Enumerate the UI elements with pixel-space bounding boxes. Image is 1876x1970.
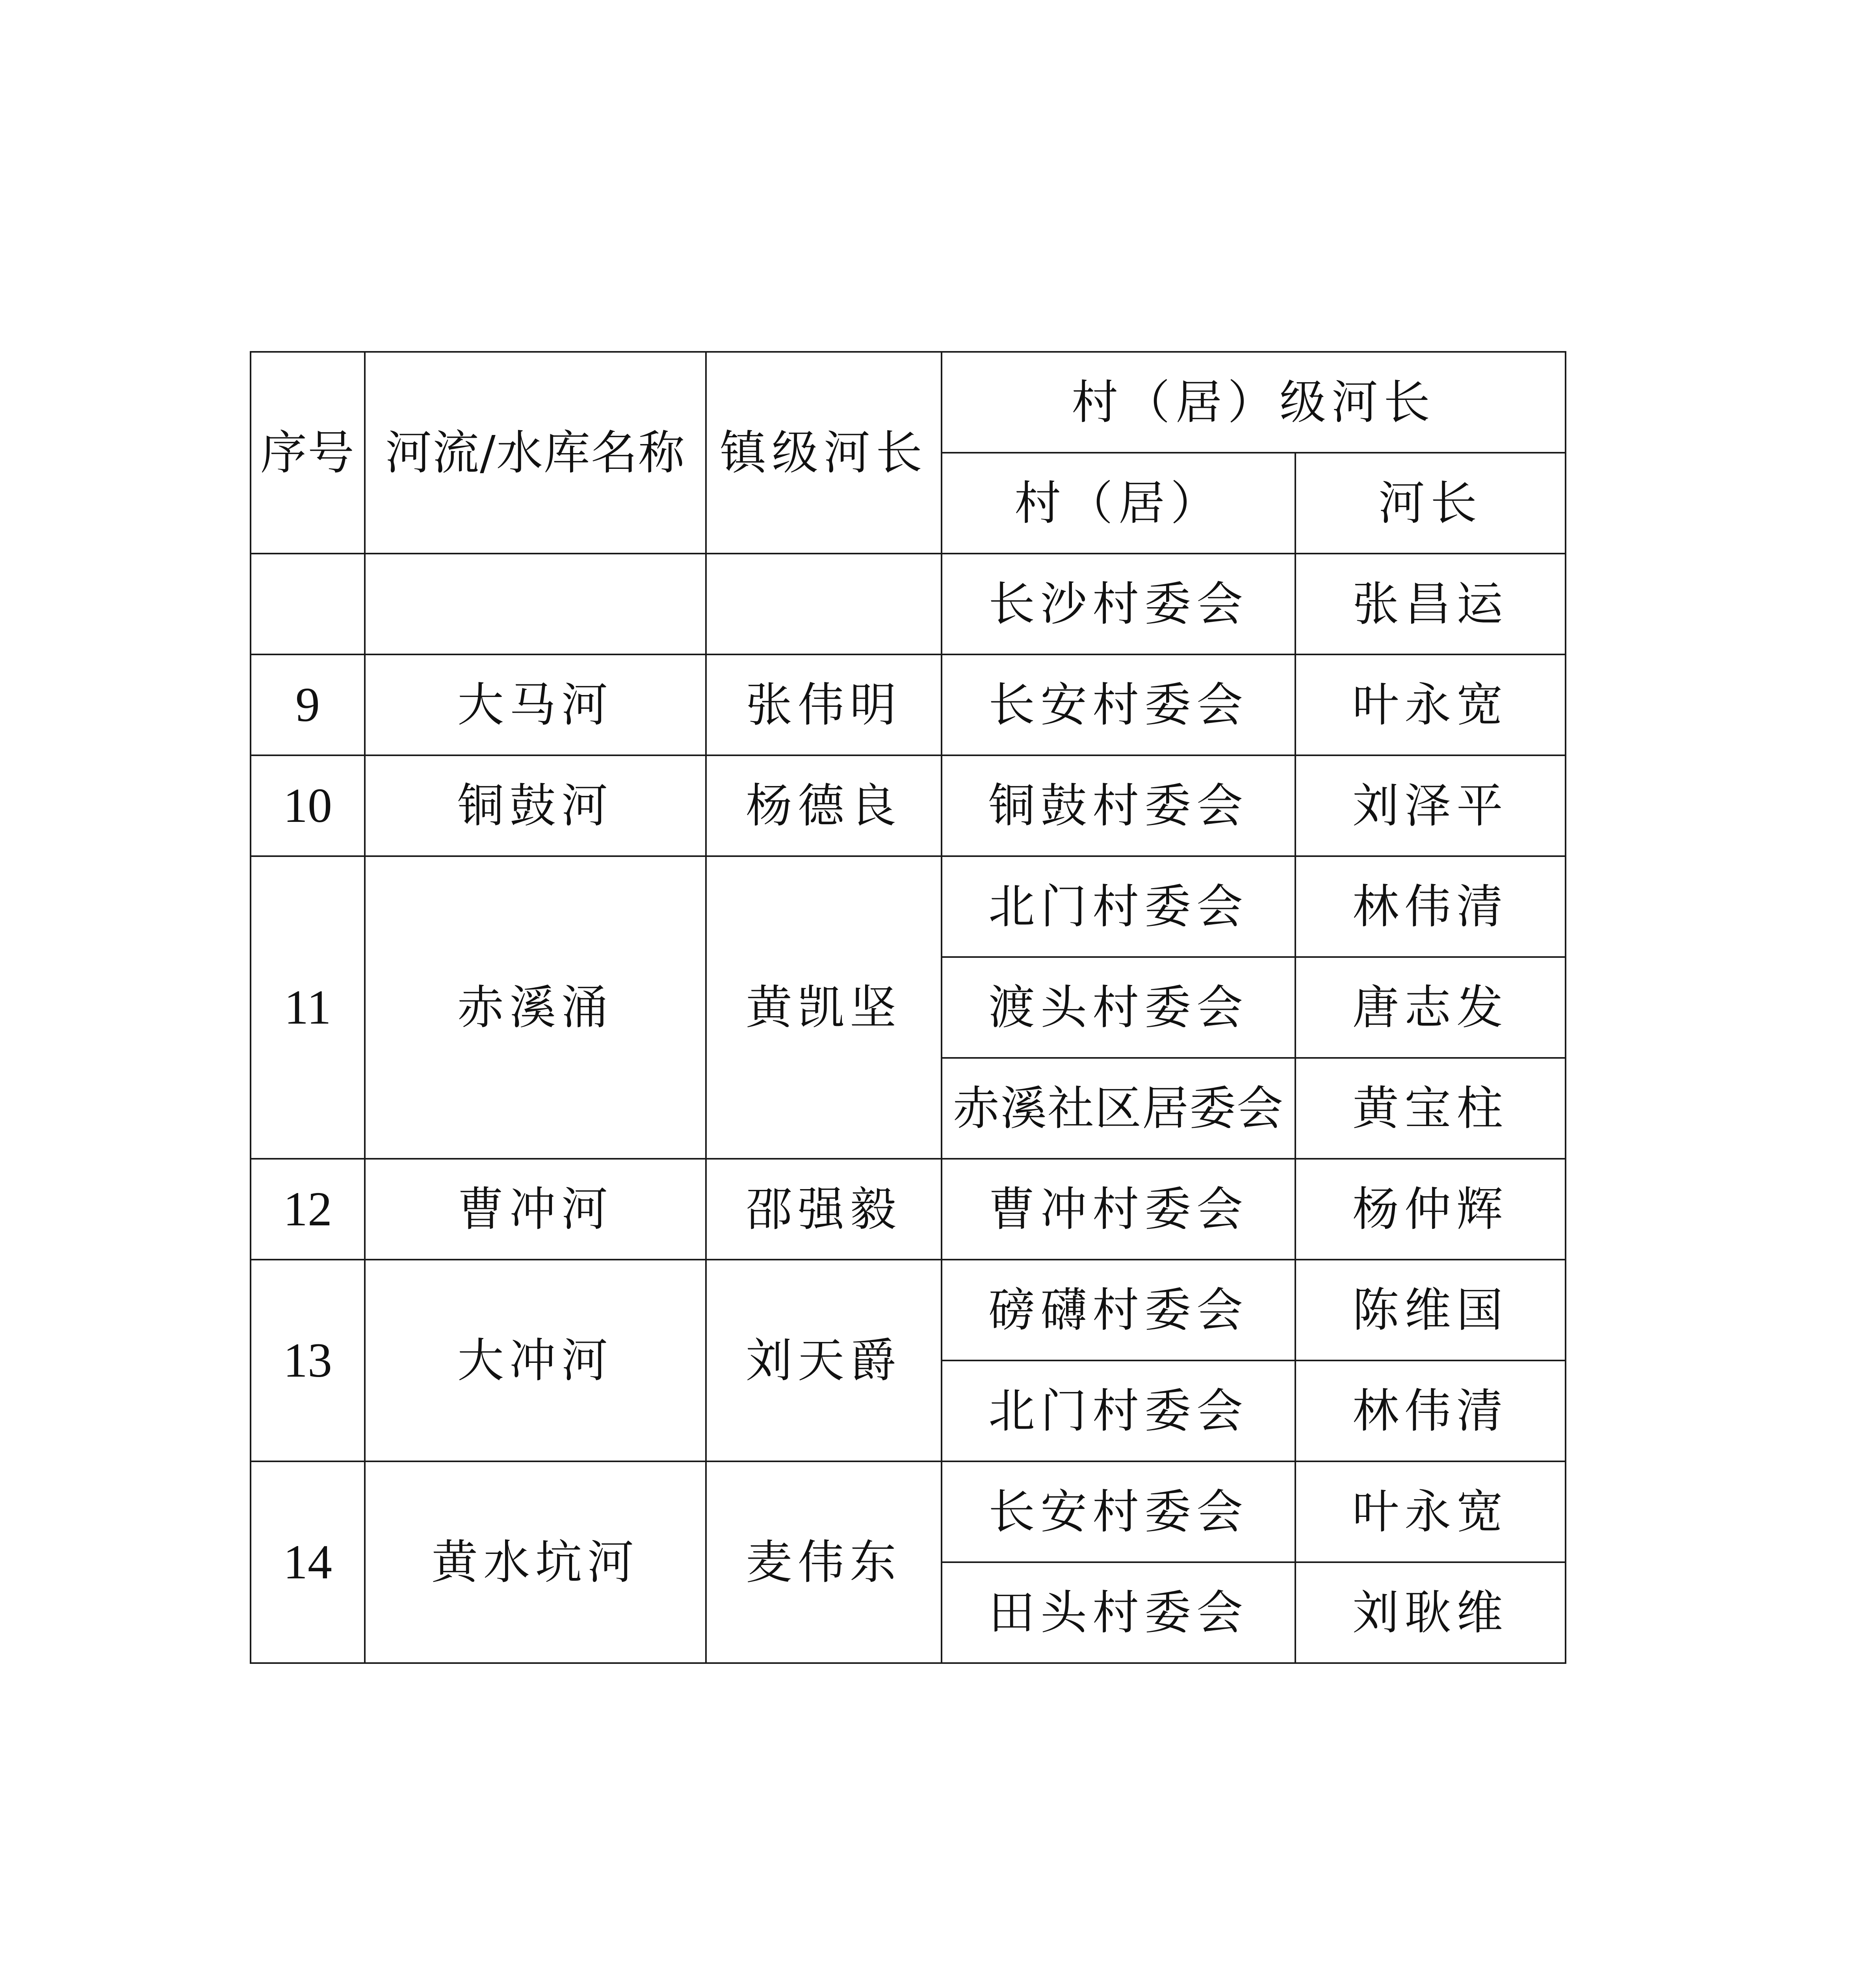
table-row xyxy=(251,654,1566,755)
cell-seq: 13 xyxy=(251,1260,365,1461)
cell-river: 大冲河 xyxy=(365,1260,706,1461)
table-row xyxy=(251,1260,1566,1360)
header-village: 村（居） xyxy=(942,453,1295,554)
cell-chief: 杨仲辉 xyxy=(1295,1159,1566,1260)
cell-seq: 11 xyxy=(251,856,365,1159)
cell-chief: 叶永宽 xyxy=(1295,1461,1566,1562)
cell-village: 铜鼓村委会 xyxy=(942,755,1295,856)
cell-chief: 唐志发 xyxy=(1295,957,1566,1058)
header-chief: 河长 xyxy=(1295,453,1566,554)
cell-village: 曹冲村委会 xyxy=(942,1159,1295,1260)
cell-river: 铜鼓河 xyxy=(365,755,706,856)
cell-seq: 14 xyxy=(251,1461,365,1663)
cell-seq xyxy=(251,554,365,654)
river-chief-table xyxy=(250,351,1566,1664)
cell-river: 曹冲河 xyxy=(365,1159,706,1260)
cell-village: 田头村委会 xyxy=(942,1562,1295,1663)
table-header-row xyxy=(251,352,1566,453)
cell-chief: 林伟清 xyxy=(1295,1360,1566,1461)
table-row xyxy=(251,856,1566,957)
cell-river: 赤溪涌 xyxy=(365,856,706,1159)
header-seq: 序号 xyxy=(251,352,365,554)
table-row xyxy=(251,1461,1566,1562)
cell-village: 北门村委会 xyxy=(942,1360,1295,1461)
cell-village: 赤溪社区居委会 xyxy=(942,1058,1295,1159)
cell-chief: 刘耿维 xyxy=(1295,1562,1566,1663)
cell-village: 渡头村委会 xyxy=(942,957,1295,1058)
cell-village: 长安村委会 xyxy=(942,654,1295,755)
header-river-name: 河流/水库名称 xyxy=(365,352,706,554)
cell-village: 磅礴村委会 xyxy=(942,1260,1295,1360)
cell-chief: 林伟清 xyxy=(1295,856,1566,957)
cell-river: 黄水坑河 xyxy=(365,1461,706,1663)
cell-seq: 9 xyxy=(251,654,365,755)
header-town-chief: 镇级河长 xyxy=(706,352,942,554)
cell-village: 长安村委会 xyxy=(942,1461,1295,1562)
cell-seq: 10 xyxy=(251,755,365,856)
header-village-level-chief: 村（居）级河长 xyxy=(942,352,1566,453)
cell-river: 大马河 xyxy=(365,654,706,755)
cell-town-chief: 刘天爵 xyxy=(706,1260,942,1461)
table-row xyxy=(251,554,1566,654)
cell-village: 长沙村委会 xyxy=(942,554,1295,654)
cell-chief: 陈维国 xyxy=(1295,1260,1566,1360)
cell-town-chief: 张伟明 xyxy=(706,654,942,755)
cell-town-chief: 杨德良 xyxy=(706,755,942,856)
cell-chief: 刘泽平 xyxy=(1295,755,1566,856)
cell-chief: 张昌运 xyxy=(1295,554,1566,654)
cell-town-chief xyxy=(706,554,942,654)
table-row xyxy=(251,755,1566,856)
cell-town-chief: 邵强毅 xyxy=(706,1159,942,1260)
table-row xyxy=(251,1159,1566,1260)
cell-seq: 12 xyxy=(251,1159,365,1260)
cell-chief: 叶永宽 xyxy=(1295,654,1566,755)
cell-chief: 黄宝柱 xyxy=(1295,1058,1566,1159)
cell-town-chief: 黄凯坚 xyxy=(706,856,942,1159)
cell-village: 北门村委会 xyxy=(942,856,1295,957)
cell-town-chief: 麦伟东 xyxy=(706,1461,942,1663)
cell-river xyxy=(365,554,706,654)
